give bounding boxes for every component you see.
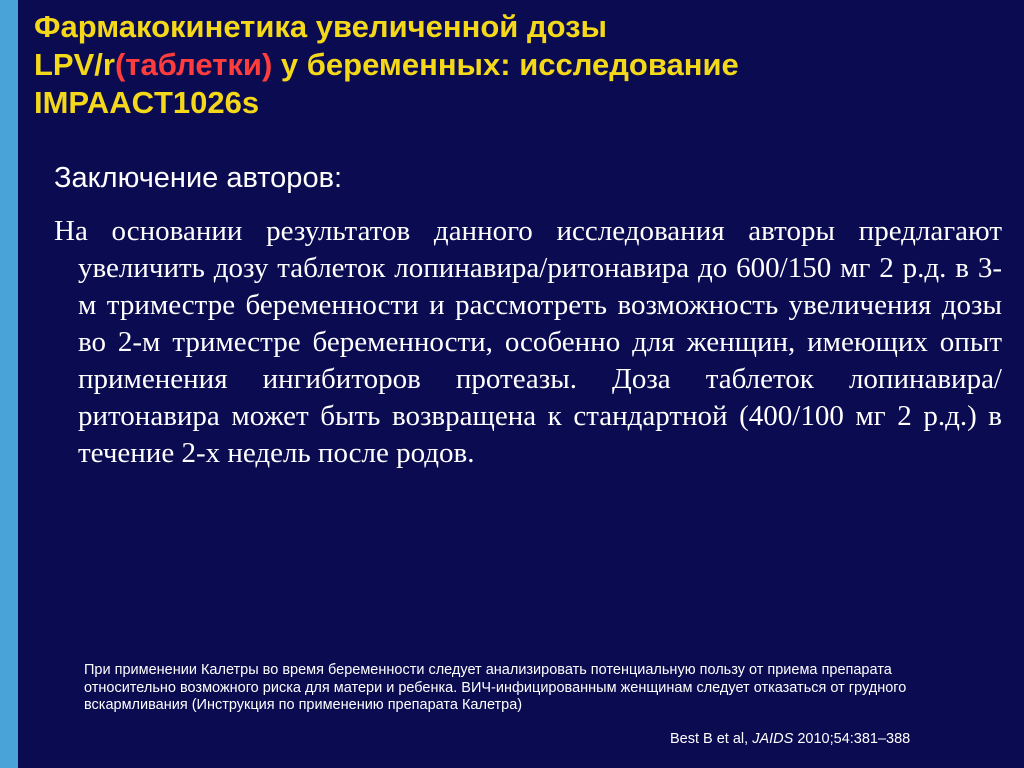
authors-conclusion-heading: Заключение авторов: <box>54 162 343 194</box>
accent-side-bar <box>0 0 18 768</box>
title-line-1: Фармакокинетика увеличенной дозы <box>34 9 608 44</box>
citation-details: 2010;54:381–388 <box>793 731 911 747</box>
citation-authors: Best B et al, <box>670 731 753 747</box>
title-study-name: IMPAACT1026s <box>34 85 260 120</box>
citation-journal: JAIDS <box>752 731 794 747</box>
title-dosage-form: (таблетки) <box>114 47 273 82</box>
title-drug-name: LPV/r <box>34 47 115 82</box>
kaletra-pregnancy-note: При применении Калетры во время беременности следует анализировать потенциальную пользу от приема препарата относительно возможного риска для матери и ребенка. ВИЧ-инфицированным женщинам следует отказаться от грудного вскармливания (Инструкция по применению препарата Калетра) <box>84 662 907 713</box>
reference-citation <box>670 730 910 748</box>
conclusion-body: На основании результатов данного исследования авторы предлагают увеличить дозу таблеток лопинавира/ритонавира до 600/150 мг 2 р.д. в 3-м триместре беременности и рассмотреть возможность увеличения дозы во 2-м триместре беременности, особенно для женщин, имеющих опыт применения ингибиторов протеазы. Доза таблеток лопинавира/ритонавира может быть возвращена к стандартной (400/100 мг 2 р.д.) в течение 2-х недель после родов. <box>54 215 1002 469</box>
slide-title <box>34 8 994 122</box>
title-line-2-rest: у беременных: исследование <box>272 47 739 82</box>
